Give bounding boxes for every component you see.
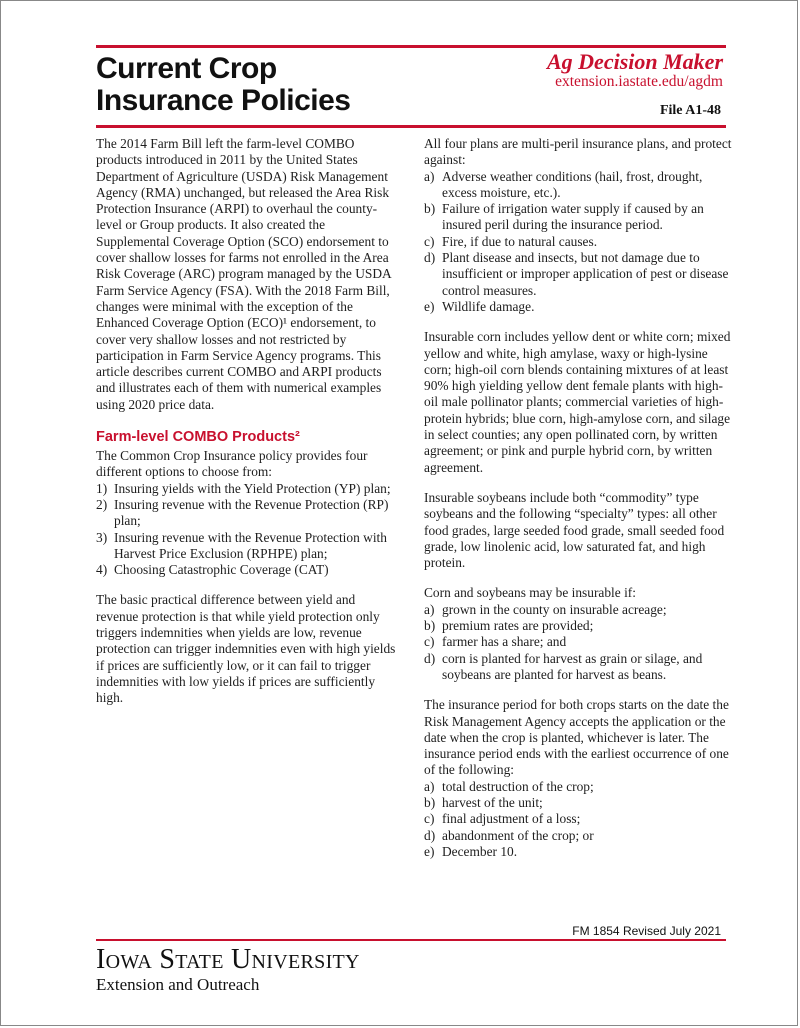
page-title	[96, 53, 350, 117]
brand-name: Ag Decision Maker	[547, 49, 723, 74]
list-item	[424, 795, 732, 811]
right-column	[424, 136, 732, 860]
corn-paragraph: Insurable corn includes yellow dent or white corn; mixed yellow and white, high amylase, waxy or high-lysine corn; high-oil corn blends containing mixtures of at least 90% high yielding yellow dent female plants with high-oil male pollinator plants; commercial varieties of high-protein hybrids; blue corn, high-amylose corn, and silage in select counties; any open pollinated corn, by written agreement; or pink and purple hybrid corn, by written agreement.	[424, 329, 731, 475]
list-marker: a)	[424, 168, 435, 184]
list-marker: b)	[424, 794, 436, 810]
publication-code: FM 1854 Revised July 2021	[572, 924, 721, 938]
brand-block	[547, 51, 723, 91]
period-end-list	[424, 779, 732, 860]
university-subtitle: Extension and Outreach	[96, 975, 260, 994]
list-item	[424, 618, 732, 634]
list-text: Insuring revenue with the Revenue Protection (RP) plan;	[114, 496, 389, 529]
perils-list	[424, 169, 732, 316]
list-item	[96, 497, 396, 530]
title-line-1: Current Crop	[96, 52, 277, 85]
file-number: File A1-48	[659, 103, 721, 118]
section-heading-combo: Farm-level COMBO Products²	[96, 429, 300, 446]
list-item	[424, 651, 732, 684]
list-item	[424, 234, 732, 250]
list-item	[96, 481, 396, 497]
list-item	[96, 530, 396, 563]
list-item	[424, 299, 732, 315]
list-item	[424, 169, 732, 202]
list-text: premium rates are provided;	[442, 618, 594, 634]
list-item	[424, 201, 732, 234]
difference-paragraph: The basic practical difference between yield and revenue protection is that while yield protection only triggers indemnities when yields are low, revenue protection can trigger indemnities even with high yields if prices are sufficiently low, or it can fail to trigger indemnities with low yields if prices are sufficiently high.	[96, 592, 396, 706]
list-text: Fire, if due to natural causes.	[442, 233, 598, 249]
header-bottom-rule	[96, 125, 726, 128]
header-top-rule	[96, 45, 726, 48]
list-text: December 10.	[442, 843, 518, 859]
list-marker: 2)	[96, 496, 108, 512]
list-text: abandonment of the crop; or	[442, 827, 594, 843]
list-text: farmer has a share; and	[442, 634, 567, 650]
list-text: Adverse weather conditions (hail, frost, drought, excess moisture, etc.).	[442, 168, 703, 200]
list-marker: c)	[424, 634, 435, 650]
list-marker: c)	[424, 233, 435, 249]
list-text: Insuring yields with the Yield Protection (YP) plan;	[114, 480, 391, 496]
perils-intro-paragraph: All four plans are multi-peril insurance plans, and protect against:	[424, 136, 732, 168]
list-item	[96, 562, 396, 578]
list-text: Wildlife damage.	[442, 298, 535, 314]
brand-url-link[interactable]: extension.iastate.edu/agdm	[555, 73, 723, 90]
list-text: Failure of irrigation water supply if caused by an insured peril during the insurance period.	[442, 201, 704, 233]
university-logo	[96, 945, 360, 995]
list-item	[424, 811, 732, 827]
list-text: Insuring revenue with the Revenue Protection with Harvest Price Exclusion (RPHPE) plan;	[114, 529, 387, 561]
options-list	[96, 481, 396, 579]
list-marker: a)	[424, 601, 435, 617]
soybeans-paragraph: Insurable soybeans include both “commodity” type soybeans and the following “specialty” types: all other food grades, large seeded food grade, small seeded food grade, low linolenic acid, low saturated fat, and high protein.	[424, 489, 725, 571]
combo-intro-paragraph: The Common Crop Insurance policy provides four different options to choose from:	[96, 448, 368, 480]
list-marker: a)	[424, 778, 435, 794]
intro-paragraph: The 2014 Farm Bill left the farm-level COMBO products introduced in 2011 by the United States Department of Agriculture (USDA) Risk Management Agency (RMA) unchanged, but released the Area Risk Protection Insurance (ARPI) to overhaul the county-level or Group products. It also created the Supplemental Coverage Option (SCO) endorsement to cover shallow losses for farms not enrolled in the Area Risk Coverage (ARC) program managed by the USDA Farm Service Agency (FSA). With the 2018 Farm Bill, changes were minimal with the exception of the Enhanced Coverage Option (ECO)¹ endorsement, to cover very shallow losses and not restricted by participation in Farm Service Agency programs. This article describes current COMBO and ARPI products and illustrates each of them with numerical examples using 2020 price data.	[96, 136, 391, 412]
list-marker: e)	[424, 298, 435, 314]
list-text: final adjustment of a loss;	[442, 811, 581, 827]
list-text: Choosing Catastrophic Coverage (CAT)	[114, 562, 329, 578]
list-marker: 4)	[96, 562, 108, 578]
list-item	[424, 828, 732, 844]
footer-rule	[96, 939, 726, 941]
list-marker: b)	[424, 201, 436, 217]
period-paragraph: The insurance period for both crops starts on the date the Risk Management Agency accepts the application or the date when the crop is planted, whichever is later. The insurance period ends with the earliest occurrence of one of the following:	[424, 697, 729, 778]
list-text: total destruction of the crop;	[442, 778, 594, 794]
list-text: corn is planted for harvest as grain or silage, and soybeans are planted for harvest as beans.	[442, 650, 703, 682]
list-marker: d)	[424, 250, 436, 266]
university-name: Iowa State University	[96, 944, 360, 975]
list-marker: c)	[424, 811, 435, 827]
list-text: harvest of the unit;	[442, 794, 543, 810]
left-column	[96, 136, 396, 721]
insurable-intro-paragraph: Corn and soybeans may be insurable if:	[424, 585, 636, 601]
list-item	[424, 250, 732, 299]
title-line-2: Insurance Policies	[96, 84, 351, 117]
list-item	[424, 844, 732, 860]
list-item	[424, 779, 732, 795]
list-marker: e)	[424, 843, 435, 859]
list-marker: 1)	[96, 480, 108, 496]
list-marker: b)	[424, 618, 436, 634]
insurable-list	[424, 602, 732, 683]
list-text: grown in the county on insurable acreage;	[442, 601, 667, 617]
list-marker: d)	[424, 827, 436, 843]
list-item	[424, 634, 732, 650]
list-marker: d)	[424, 650, 436, 666]
list-marker: 3)	[96, 529, 108, 545]
list-item	[424, 602, 732, 618]
list-text: Plant disease and insects, but not damage due to insufficient or improper application of pest or disease control measures.	[442, 250, 729, 298]
